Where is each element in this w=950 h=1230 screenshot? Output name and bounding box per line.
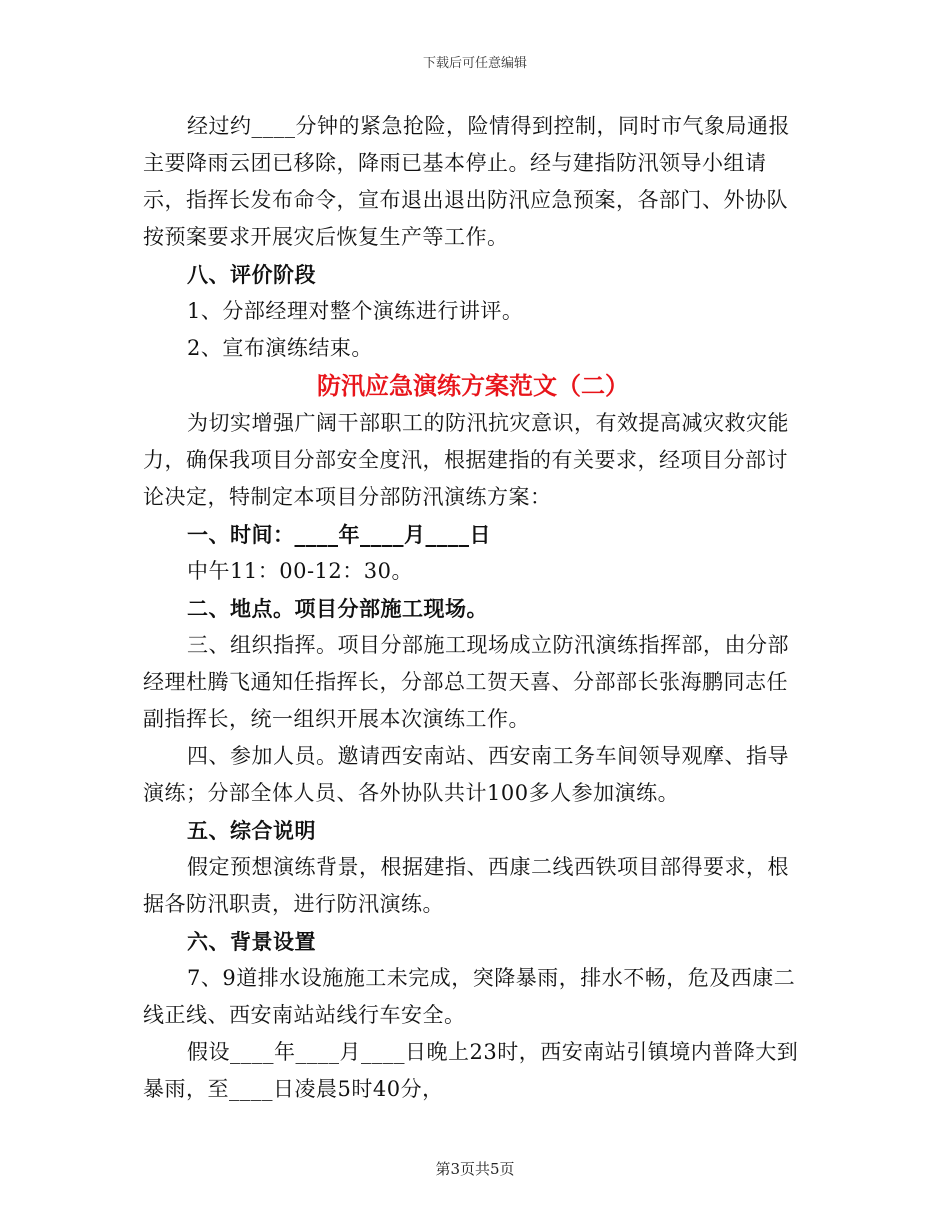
paragraph-organization: 三、组织指挥。项目分部施工现场成立防汛演练指挥部，由分部经理杜腾飞通知任指挥长，分部总工贺天喜、分部部长张海鹏同志任副指挥长，统一组织开展本次演练工作。: [143, 633, 789, 731]
paragraph-time-range: 中午11：00-12：30。: [187, 559, 413, 583]
list-item-end-drill: 2、宣布演练结束。: [187, 336, 373, 360]
paragraph-description: 假定预想演练背景，根据建指、西康二线西铁项目部得要求，根据各防汛职责，进行防汛演练。: [143, 855, 789, 916]
heading-location: 二、地点。项目分部施工现场。: [187, 596, 488, 621]
document-body: [143, 108, 803, 1108]
heading-evaluation-stage: 八、评价阶段: [187, 262, 316, 287]
paragraph-background-setup: 7、9道排水设施施工未完成，突降暴雨，排水不畅，危及西康二线正线、西安南站站线行车安全。: [143, 966, 796, 1027]
heading-time: 一、时间：____年____月____日: [187, 522, 491, 547]
paragraph-scenario: 假设____年____月____日晚上23时，西安南站引镇境内普降大到暴雨，至____日凌晨5时40分，: [143, 1040, 799, 1101]
paragraph-participants: 四、参加人员。邀请西安南站、西安南工务车间领导观摩、指导演练；分部全体人员、各外协队共计100多人参加演练。: [143, 744, 789, 805]
page-footer: 第3页共5页: [435, 1160, 515, 1178]
page-header: 下载后可任意编辑: [422, 56, 527, 71]
paragraph-intro: 为切实增强广阔干部职工的防汛抗灾意识，有效提高减灾救灾能力，确保我项目分部安全度汛，根据建指的有关要求，经项目分部讨论决定，特制定本项目分部防汛演练方案：: [143, 411, 789, 509]
heading-general-description: 五、综合说明: [187, 818, 316, 843]
paragraph-emergency-end: 经过约____分钟的紧急抢险，险情得到控制，同时市气象局通报主要降雨云团已移除，降雨已基本停止。经与建指防汛领导小组请示，指挥长发布命令，宣布退出退出防汛应急预案，各部门、外协队按预案要求开展灾后恢复生产等工作。: [143, 114, 790, 249]
list-item-review: 1、分部经理对整个演练进行讲评。: [187, 299, 524, 323]
heading-background: 六、背景设置: [187, 929, 316, 954]
section-title: 防汛应急演练方案范文（二）: [317, 371, 629, 400]
